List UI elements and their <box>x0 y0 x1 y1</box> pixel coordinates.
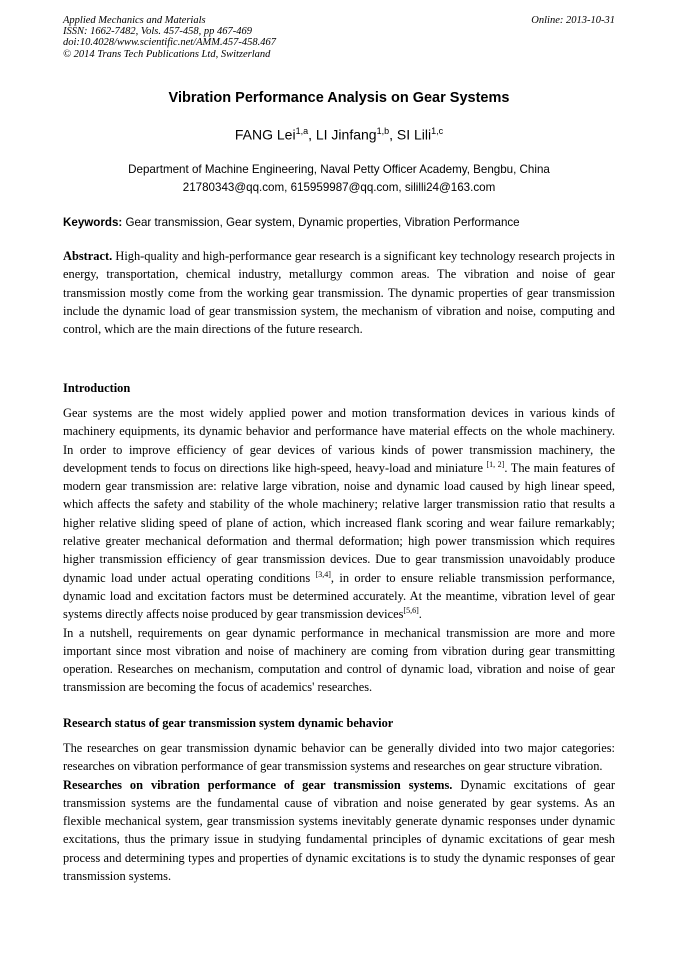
author-affiliation-mark: 1,b <box>376 126 390 136</box>
research-status-paragraph <box>63 776 615 886</box>
keywords-text: Gear transmission, Gear system, Dynamic properties, Vibration Performance <box>125 216 520 229</box>
introduction-paragraph: In a nutshell, requirements on gear dynamic performance in mechanical transmission are more and more important since most vibration and noise of machinery are coming from vibration during gear transmitting operation. Researches on mechanism, computation and control of dynamic load, vibration and noise of gear transmission are becoming the focus of academics' researches. <box>63 625 615 695</box>
citation: [1, 2] <box>486 459 505 469</box>
subsection-title: Researches on vibration performance of gear transmission systems. <box>63 777 453 792</box>
author-separator: , <box>389 126 397 143</box>
author-emails: 21780343@qq.com, 615959987@qq.com, sililli24@163.com <box>182 181 496 194</box>
abstract-label: Abstract. <box>63 249 113 263</box>
paragraph-text: , in order to ensure reliable transmission performance, dynamic load and excitation factors must be determined accurately. At the meantime, vibration level of gear systems directly affects noise produced by gear transmission devices <box>63 570 616 622</box>
introduction-heading: Introduction <box>63 381 131 395</box>
journal-name: Applied Mechanics and Materials <box>63 15 206 26</box>
author-name: LI Jinfang <box>315 126 377 143</box>
research-status-body <box>63 739 615 885</box>
doi-line: doi:10.4028/www.scientific.net/AMM.457-458.467 <box>63 37 276 49</box>
introduction-body <box>63 404 615 697</box>
affiliation: Department of Machine Engineering, Naval Petty Officer Academy, Bengbu, China <box>128 163 550 176</box>
author-affiliation-mark: 1,a <box>295 126 309 136</box>
abstract-text: High-quality and high-performance gear research is a significant key technology research projects in energy, transportation, chemical industry, metallurgy common areas. The vibration and noise of gear transmission mostly come from the working gear transmission. The dynamic properties of gear transmission include the dynamic load of gear transmission system, the mechanism of vibration and noise, computing and control, which are the main directions of the future research. <box>63 249 615 337</box>
paper-title: Vibration Performance Analysis on Gear Systems <box>168 90 510 106</box>
introduction-paragraph <box>63 404 615 624</box>
issn-line: ISSN: 1662-7482, Vols. 457-458, pp 467-469 <box>63 26 252 38</box>
affiliation-block <box>63 161 615 197</box>
keywords-label: Keywords: <box>63 216 123 229</box>
journal-header <box>63 15 615 60</box>
author-name: FANG Lei <box>234 126 296 143</box>
author-name: SI Lili <box>396 126 432 143</box>
keywords-line <box>63 216 615 229</box>
citation: [5,6] <box>403 606 419 616</box>
abstract <box>63 247 615 338</box>
paragraph-text: . The main features of modern gear transmission are: relative large vibration, noise and dynamic load caused by high linear speed, which affects the safety and stability of the whole machinery; relative larger transmission ratio that results a higher relative sliding speed of plane of action, which increased flank scoring and wear failure remarkably; relative greater mechanical deformation and thermal deformation; high power transmission which requires higher transmission efficiency of gear transmission devices. Due to gear transmission unavoidably produce dynamic load under actual operating conditions <box>63 460 615 585</box>
author-list <box>63 126 615 143</box>
online-date: Online: 2013-10-31 <box>531 15 615 26</box>
citation: [3,4] <box>315 569 331 579</box>
author-affiliation-mark: 1,c <box>431 126 444 136</box>
research-status-paragraph: The researches on gear transmission dynamic behavior can be generally divided into two major categories: researches on vibration performance of gear transmission systems and researches on gear structure vibration. <box>63 741 615 774</box>
paragraph-text: Gear systems are the most widely applied power and motion transformation devices in various kinds of machinery equipments, its dynamic behavior and performance have material effects on the whole machinery. In order to improve efficiency of gear devices of various kinds of power transmission machinery, the development tends to focus on directions like high-speed, heavy-load and miniature <box>63 406 615 475</box>
paragraph-text: . <box>418 607 422 622</box>
author-separator: , <box>308 126 316 143</box>
copyright-line: © 2014 Trans Tech Publications Ltd, Switzerland <box>63 48 271 60</box>
research-status-heading: Research status of gear transmission system dynamic behavior <box>63 716 394 730</box>
paragraph-text: Dynamic excitations of gear transmission systems are the fundamental cause of vibration and noise generated by gear systems. As an flexible mechanical system, gear transmission systems inevitably generate dynamic responses under dynamic excitations, thus the primary issue in studying fundamental principles of dynamic excitations of gear mesh process and determining types and properties of dynamic excitations is to study the dynamic responses of gear transmission systems. <box>63 777 615 884</box>
